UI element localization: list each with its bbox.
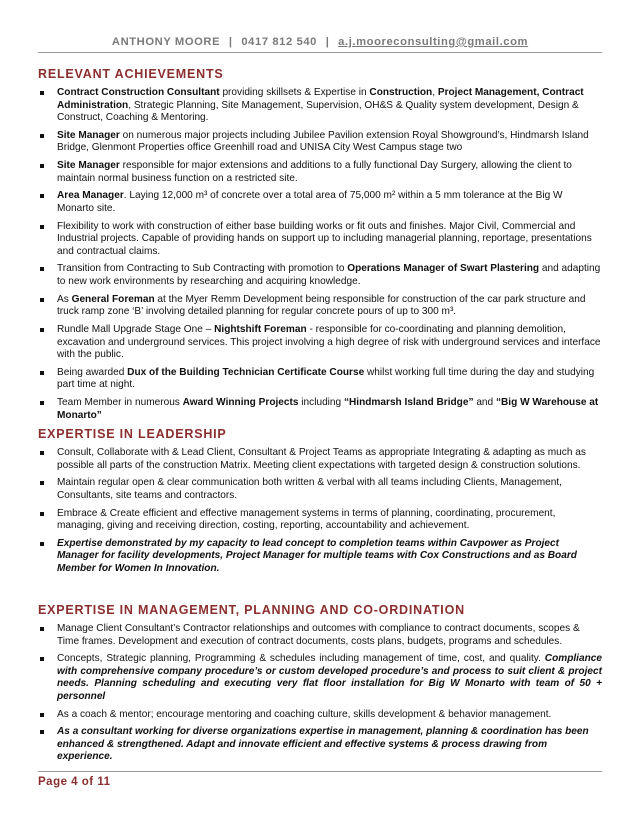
bullet-text: Maintain regular open & clear communication both written & verbal with all teams including Clients, Management, Consultants, site teams and contractors. — [57, 477, 562, 501]
leadership-list — [38, 447, 602, 581]
bullet-text: “Big W Warehouse at Monarto” — [57, 397, 599, 421]
bullet-text: Construction — [369, 87, 433, 98]
bullet-text: on numerous major projects including Jubilee Pavilion extension Royal Showground’s, Hindmarsh Island Bridge, Glenmont Properties office Greenhill road and UNISA City West Campus stage two — [57, 129, 589, 154]
section-title-leadership: EXPERTISE IN LEADERSHIP — [38, 427, 227, 441]
page-number: Page 4 of 11 — [38, 776, 111, 788]
bullet-text: As a coach & mentor; encourage mentoring and coaching culture, skills development & behavior management. — [57, 708, 552, 720]
bullet-text: providing skillsets & Expertise in — [222, 87, 370, 98]
bullet-text: As — [57, 293, 72, 305]
section-title-achievements: RELEVANT ACHIEVEMENTS — [38, 67, 224, 81]
bullet-item — [38, 623, 602, 648]
achievements-list — [38, 87, 602, 427]
bullet-text: at the Myer Remm Development being responsible for construction of the car park structure and truck ramp zone ‘B’ involving detailed planning for regular concrete pours of up to 300 m³. — [57, 293, 586, 318]
bullet-text: Flexibility to work with construction of either base building works or fit outs and finishes. Major Civil, Commercial and Industrial projects. Capable of providing hands on support up to including managerial planning, reportage, presentations and contractual claims. — [57, 220, 592, 257]
section-title-management: EXPERTISE IN MANAGEMENT, PLANNING AND CO-ORDINATION — [38, 603, 465, 617]
bullet-text: Award Winning Projects — [182, 397, 299, 409]
header-divider — [38, 52, 602, 53]
document-header — [38, 36, 602, 48]
bullet-text: including — [298, 397, 344, 409]
bullet-text: Site Manager — [57, 160, 120, 172]
bullet-text: Site Manager — [57, 129, 120, 141]
header-separator: | — [228, 36, 233, 48]
bullet-text: , Strategic Planning, Site Management, Supervision, OH&S & Quality system development, Design & Construct, Coaching & Mentoring. — [57, 99, 579, 123]
bullet-text: responsible for major extensions and additions to a fully functional Day Surgery, allowing the client to maintain normal business function on a restricted site. — [57, 160, 572, 184]
bullet-text: Concepts, Strategic planning, Programming & schedules including management of time, cost, and quality. — [57, 653, 545, 665]
bullet-text: As a consultant working for diverse organizations expertise in management, planning & coordination has been enhanced & strengthened. Adapt and innovate efficient and effective systems & process drawing from experience. — [57, 726, 589, 763]
bullet-item — [38, 294, 602, 319]
bullet-text: and adapting to new work environments by researching and acquiring knowledge. — [57, 263, 601, 287]
bullet-item — [38, 538, 602, 576]
bullet-text: Transition from Contracting to Sub Contracting with promotion to — [57, 263, 348, 275]
bullet-item — [38, 397, 602, 422]
bullet-text: and — [473, 397, 496, 409]
bullet-text: Being awarded — [57, 366, 128, 378]
bullet-item — [38, 130, 602, 155]
header-phone: 0417 812 540 — [241, 36, 317, 48]
footer-divider — [38, 771, 602, 772]
bullet-item — [38, 653, 602, 703]
bullet-text: Operations Manager of Swart Plastering — [347, 263, 540, 275]
bullet-text: Expertise demonstrated by my capacity to lead concept to completion teams within Cavpower as Project Manager for facility developments, Project Manager for multiple teams with Cox Constructions and as Board Member for Women In Innovation. — [57, 537, 577, 574]
header-email-link[interactable]: a.j.mooreconsulting@gmail.com — [338, 36, 529, 48]
bullet-item — [38, 160, 602, 185]
bullet-item — [38, 709, 602, 722]
bullet-text: Embrace & Create efficient and effective management systems in terms of planning, coordinating, procurement, managing, giving and receiving direction, costing, reporting, accountability and achievement. — [57, 507, 556, 532]
bullet-item — [38, 447, 602, 472]
bullet-item — [38, 87, 602, 125]
bullet-item — [38, 324, 602, 362]
management-list — [38, 623, 602, 769]
bullet-item — [38, 477, 602, 502]
bullet-text: . Laying 12,000 m³ of concrete over a total area of 75,000 m² within a 5 mm tolerance at the Big W Monarto site. — [57, 190, 563, 214]
bullet-text: “Hindmarsh Island Bridge” — [343, 397, 474, 409]
bullet-item — [38, 367, 602, 392]
bullet-text: Rundle Mall Upgrade Stage One – — [57, 324, 215, 336]
bullet-text: Team Member in numerous — [57, 397, 183, 409]
bullet-text: Contract Construction Consultant — [57, 87, 220, 98]
header-separator: | — [325, 36, 330, 48]
bullet-text: Area Manager — [57, 190, 124, 202]
bullet-text: Dux of the Building Technician Certificate Course — [127, 366, 365, 378]
bullet-item — [38, 263, 602, 288]
bullet-text: General Foreman — [71, 293, 155, 305]
bullet-text: Project Management, Contract Administration — [57, 87, 584, 111]
bullet-text: , — [432, 87, 438, 98]
bullet-text: - responsible for co-coordinating and planning demolition, excavation and underground services. This project involving a high degree of risk with underground services and interface with the public. — [57, 324, 601, 361]
bullet-text: Consult, Collaborate with & Lead Client, Consultant & Project Teams as appropriate Integrating & adapting as much as possible all parts of the construction Matrix. Meeting client expectations with targeted design & construction solutions. — [57, 447, 586, 471]
bullet-text: Compliance with comprehensive company procedure’s or custom developed procedure’s and process to suit client & project needs. Planning scheduling and executing very flat floor installation for Big W Monarto with team of 50 + personnel — [57, 653, 602, 702]
bullet-item — [38, 190, 602, 215]
bullet-text: whilst working full time during the day and studying part time at night. — [57, 366, 595, 391]
bullet-item — [38, 508, 602, 533]
header-name: ANTHONY MOORE — [111, 36, 221, 48]
bullet-text: Manage Client Consultant’s Contractor relationships and outcomes with compliance to contract documents, scopes & Time frames. Development and execution of contract documents, costs plans, budgets, programs and schedules. — [57, 623, 580, 647]
bullet-text: Nightshift Foreman — [214, 324, 307, 336]
bullet-item — [38, 221, 602, 259]
bullet-item — [38, 726, 602, 764]
